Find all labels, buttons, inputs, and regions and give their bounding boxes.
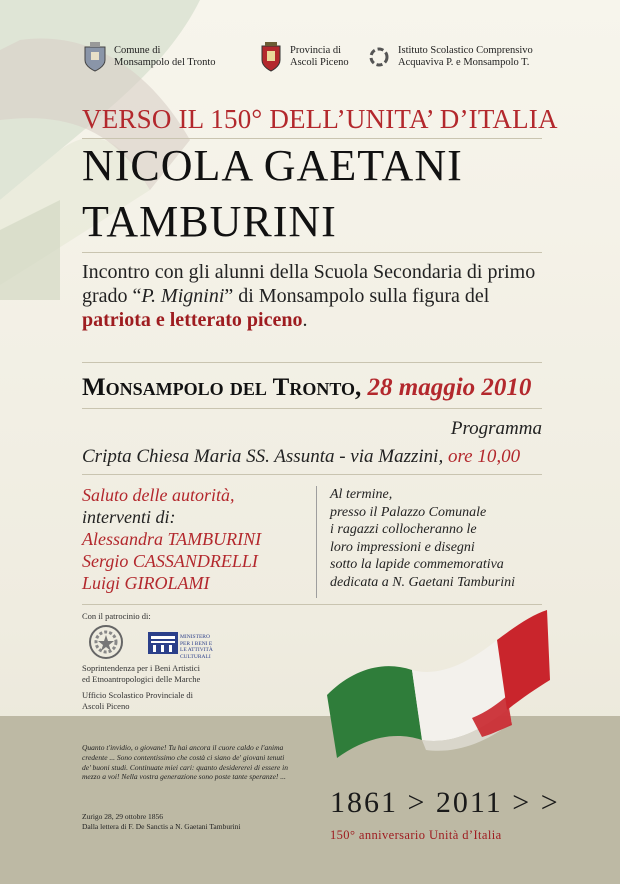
quote-source-line2: Dalla lettera di F. De Sanctis a N. Gaetani Tamburini	[82, 822, 241, 831]
interventions-line: interventi di:	[82, 507, 176, 527]
quote-source-line1: Zurigo 28, 29 ottobre 1856	[82, 812, 164, 821]
divider	[82, 408, 542, 409]
patronage-label: Con il patrocinio di:	[82, 611, 151, 621]
closing-line: i ragazzi collocheranno le	[330, 522, 477, 537]
speaker: Luigi GIROLAMI	[82, 573, 210, 593]
dateline-comma: ,	[355, 374, 362, 401]
republic-emblem-icon	[86, 624, 126, 660]
logo-provincia-line1: Provincia di	[290, 45, 342, 56]
event-place: Monsampolo del Tronto	[82, 374, 356, 401]
soprintendenza	[82, 663, 200, 684]
program-speakers	[82, 484, 312, 594]
logo-comune	[82, 42, 216, 72]
intro-end: .	[302, 309, 308, 331]
istituto-logo-icon	[366, 42, 392, 72]
venue	[82, 446, 520, 468]
speaker: Sergio CASSANDRELLI	[82, 551, 258, 571]
closing-line: sotto la lapide commemorativa	[330, 557, 504, 572]
speaker: Alessandra TAMBURINI	[82, 529, 262, 549]
italian-flag-icon	[322, 600, 552, 760]
logo-provincia-line2: Ascoli Piceno	[290, 57, 349, 68]
closing-line: presso il Palazzo Comunale	[330, 504, 487, 520]
divider	[82, 362, 542, 363]
divider	[82, 252, 542, 253]
divider	[82, 138, 542, 139]
soprintendenza-line2: ed Etnoantropologici delle Marche	[82, 673, 201, 684]
intro-part1: Incontro con gli alunni della Scuola Secondaria di primo grado “	[82, 261, 536, 307]
header-logos	[82, 42, 582, 82]
logo-istituto-line2: Acquaviva P. e Monsampolo T.	[398, 57, 530, 68]
provincia-crest-icon	[258, 42, 284, 72]
dateline	[82, 374, 531, 402]
title-line-1: NICOLA GAETANI	[82, 141, 463, 190]
intro-part2: ” di Monsampolo sulla figura del	[224, 285, 490, 307]
intro-text	[82, 260, 552, 332]
soprintendenza-line1: Soprintendenza per i Beni Artistici	[82, 663, 201, 673]
ministry-logo-text: MINISTERO PER I BENI E LE ATTIVITÀ CULTURALI	[180, 634, 213, 660]
closing-line: Al termine,	[330, 487, 393, 502]
logo-comune-line2: Monsampolo del Tronto	[114, 57, 216, 68]
logo-istituto	[366, 42, 533, 72]
title-line-2: TAMBURINI	[82, 197, 337, 246]
subtitle: VERSO IL 150° DELL’UNITA’ D’ITALIA	[82, 104, 558, 134]
anniversary-text: 150° anniversario Unità d’Italia	[330, 828, 502, 842]
quote-text: Quanto t'invidio, o giovane! Tu hai ancora il cuore caldo e l'anima credente ... Sono contentissimo che costà ci siano de' giovani tenuti de' buoni studi. Continuate miei cari: quanto desidererei di essere in mezzo a voi! Nella vostra generazione sono poste tante speranze! ...	[82, 743, 288, 782]
logo-comune-line1: Comune di	[114, 45, 161, 56]
comune-crest-icon	[82, 42, 108, 72]
divider	[82, 474, 542, 475]
closing-line: loro impressioni e disegni	[330, 539, 475, 555]
logo-provincia	[258, 42, 349, 72]
ministry-logo-icon	[148, 632, 178, 654]
program-closing	[330, 486, 550, 591]
intro-highlight: patriota e letterato piceno	[82, 309, 303, 331]
column-divider	[316, 486, 317, 598]
greetings-line: Saluto delle autorità,	[82, 485, 235, 505]
years-banner: 1861 > 2011 > >	[330, 786, 560, 819]
event-date: 28 maggio 2010	[367, 374, 532, 401]
logo-istituto-line1: Istituto Scolastico Comprensivo	[398, 45, 533, 56]
venue-place: Cripta Chiesa Maria SS. Assunta - via Mazzini,	[82, 446, 448, 467]
ufficio-line1: Ufficio Scolastico Provinciale di	[82, 690, 194, 700]
ufficio-scolastico	[82, 690, 193, 711]
venue-time: ore 10,00	[447, 446, 521, 467]
school-name: P. Mignini	[141, 285, 225, 307]
ufficio-line2: Ascoli Piceno	[82, 700, 130, 711]
programma-label: Programma	[450, 418, 542, 439]
quote-source	[82, 812, 240, 832]
closing-line: dedicata a N. Gaetani Tamburini	[330, 574, 515, 590]
